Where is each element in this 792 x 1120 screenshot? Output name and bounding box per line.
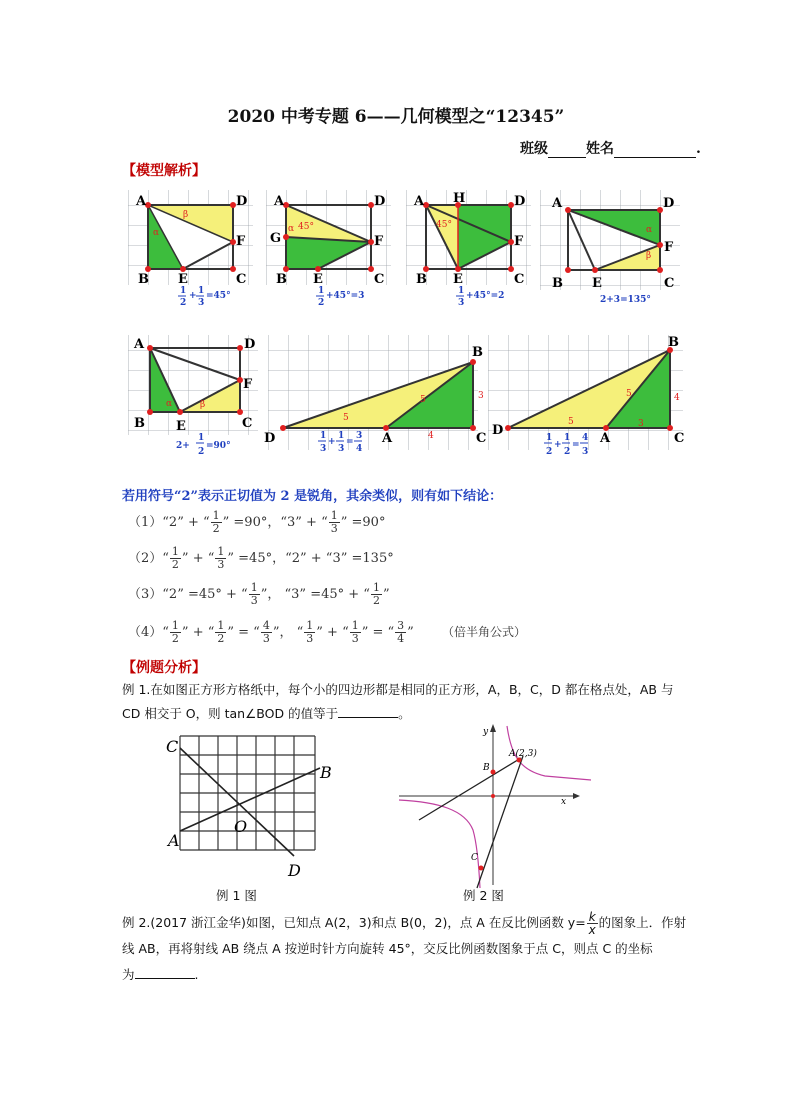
figure-7 [488, 335, 684, 457]
svg-text:B: B [276, 272, 287, 287]
svg-text:D: D [492, 423, 504, 438]
svg-text:F: F [664, 240, 674, 255]
svg-text:1: 1 [546, 433, 553, 443]
svg-text:α: α [166, 399, 173, 409]
svg-text:A: A [168, 831, 180, 850]
svg-text:D: D [264, 431, 276, 446]
svg-text:=45°: =45° [206, 291, 231, 301]
svg-text:3: 3 [478, 391, 484, 401]
svg-text:A: A [136, 194, 147, 209]
svg-text:β: β [646, 251, 652, 261]
svg-text:F: F [374, 234, 384, 249]
svg-text:α: α [288, 224, 295, 234]
svg-text:A: A [382, 431, 393, 446]
svg-text:4: 4 [674, 393, 680, 403]
svg-text:5: 5 [343, 413, 349, 423]
svg-text:+45°=2: +45°=2 [466, 291, 505, 301]
conclusion-line-2: （2）“ $\frac{1}{2}$ ” + “ $\frac{1}{3}$ ” =45°，“2” + “3” =135° [128, 545, 394, 571]
svg-text:E: E [313, 272, 323, 287]
svg-text:D: D [244, 337, 256, 352]
class-name-line: 班级 姓名 . [520, 141, 701, 157]
svg-text:5: 5 [568, 417, 574, 427]
class-blank[interactable] [548, 157, 586, 158]
svg-text:+45°=3: +45°=3 [326, 291, 365, 301]
example2-answer-blank[interactable] [135, 978, 195, 979]
svg-text:3: 3 [458, 298, 465, 308]
svg-text:3: 3 [198, 298, 205, 308]
svg-text:y: y [483, 727, 489, 737]
example1-text: 例 1.在如图正方形方格纸中，每个小的四边形都是相同的正方形，A，B，C，D 都在格点处，AB 与 CD 相交于 O，则 tan∠BOD 的值等于 。 [122, 682, 674, 721]
svg-text:C: C [471, 853, 478, 863]
svg-text:2: 2 [318, 298, 325, 308]
svg-text:C: C [242, 416, 253, 431]
svg-text:1: 1 [318, 286, 325, 296]
svg-text:45°: 45° [436, 220, 452, 230]
name-label: 姓名 [586, 141, 614, 157]
svg-text:4: 4 [356, 444, 363, 454]
svg-text:β: β [200, 400, 206, 410]
svg-text:B: B [416, 272, 427, 287]
svg-text:A: A [552, 196, 563, 211]
svg-text:A: A [274, 194, 285, 209]
model-figures-row2 [128, 330, 688, 465]
section-example-analysis: 【例题分析】 [122, 660, 206, 676]
example2-caption: 例 2 图 [463, 888, 504, 903]
svg-text:E: E [592, 276, 602, 291]
figure-4 [540, 190, 680, 305]
svg-text:D: D [288, 861, 301, 880]
svg-text:A: A [134, 337, 145, 352]
svg-text:5: 5 [626, 389, 632, 399]
svg-text:E: E [178, 272, 188, 287]
svg-text:C: C [374, 272, 385, 287]
svg-text:B: B [472, 345, 483, 360]
svg-text:1: 1 [180, 286, 187, 296]
model-figures-row1 [128, 185, 688, 310]
section-model-analysis: 【模型解析】 [122, 163, 206, 179]
svg-text:A: A [600, 431, 611, 446]
svg-text:B: B [320, 763, 332, 782]
figure-2 [266, 190, 391, 308]
svg-text:x: x [561, 797, 567, 807]
svg-text:B: B [668, 335, 679, 350]
example2-figure [395, 720, 595, 890]
svg-text:=: = [572, 440, 580, 450]
svg-text:2+: 2+ [176, 441, 190, 451]
svg-text:D: D [236, 194, 248, 209]
svg-text:5: 5 [420, 395, 426, 405]
svg-text:+: + [328, 437, 336, 447]
svg-text:F: F [236, 234, 246, 249]
svg-text:D: D [514, 194, 526, 209]
svg-text:D: D [374, 194, 386, 209]
svg-text:1: 1 [198, 286, 205, 296]
svg-text:α: α [646, 225, 653, 235]
figure-5 [128, 335, 258, 457]
svg-text:C: C [166, 737, 179, 756]
svg-text:B: B [138, 272, 149, 287]
svg-text:G: G [270, 231, 282, 246]
svg-text:1: 1 [320, 431, 327, 441]
svg-text:C: C [664, 276, 675, 291]
svg-text:3: 3 [338, 444, 345, 454]
svg-text:=90°: =90° [206, 441, 231, 451]
example1-answer-blank[interactable] [338, 717, 398, 718]
example1-caption: 例 1 图 [216, 888, 257, 903]
svg-text:H: H [453, 191, 466, 206]
svg-text:45°: 45° [298, 222, 314, 232]
svg-text:4: 4 [582, 433, 589, 443]
svg-text:F: F [243, 377, 253, 392]
svg-text:2+3=135°: 2+3=135° [600, 295, 651, 305]
svg-text:2: 2 [564, 447, 571, 457]
svg-text:2: 2 [198, 447, 205, 457]
svg-text:2: 2 [180, 298, 187, 308]
svg-text:+: + [554, 440, 562, 450]
example1-figure [160, 728, 350, 888]
svg-text:C: C [674, 431, 685, 446]
conclusion-line-3: （3）“2” =45° + “ $\frac{1}{3}$ ”， “3” =45° + “ $\frac{1}{2}$ ” [128, 581, 390, 607]
svg-text:A(2,3): A(2,3) [509, 749, 537, 759]
svg-text:F: F [514, 234, 524, 249]
svg-text:D: D [663, 196, 675, 211]
svg-text:β: β [183, 210, 189, 220]
name-blank[interactable] [614, 157, 696, 158]
svg-text:C: C [476, 431, 487, 446]
svg-text:3: 3 [320, 444, 327, 454]
svg-text:+: + [189, 291, 197, 301]
svg-text:A: A [414, 194, 425, 209]
svg-text:B: B [134, 416, 145, 431]
svg-text:3: 3 [582, 447, 589, 457]
svg-text:α: α [153, 228, 160, 238]
conclusion-line-1: （1）“2” + “ $\frac{1}{2}$ ” =90°，“3” + “ $\frac{1}{3}$ ” =90° [128, 509, 386, 535]
svg-text:B: B [483, 763, 490, 773]
conclusion-intro: 若用符号“2”表示正切值为 2 是锐角，其余类似，则有如下结论： [122, 489, 503, 504]
svg-text:1: 1 [458, 286, 465, 296]
svg-text:1: 1 [198, 433, 205, 443]
svg-text:1: 1 [338, 431, 345, 441]
svg-text:C: C [514, 272, 525, 287]
figure-6 [264, 335, 486, 454]
svg-text:B: B [552, 276, 563, 291]
svg-text:4: 4 [428, 431, 434, 441]
svg-text:C: C [236, 272, 247, 287]
svg-text:O: O [234, 817, 248, 836]
svg-text:E: E [453, 272, 463, 287]
example2-text: 例 2.(2017 浙江金华)如图，已知点 A(2，3)和点 B(0，2)，点 A 在反比例函数 y= $\frac{k}{x}$ 的图象上．作射 线 AB，再将射线 AB 绕点 A 按逆时针方向旋转 45°，交反比例函数图象于点 C，则点 C 的坐标 为 . [122, 910, 687, 982]
conclusion-line-4: （4）“ $\frac{1}{2}$ ” + “ $\frac{1}{2}$ ” = “ $\frac{4}{3}$ ”， “ $\frac{1}{3}$ ” + “ $\frac{1}{3}$ ” = “ $\frac{3}{4}$ ” （倍半角公式） [128, 619, 526, 645]
svg-text:3: 3 [356, 431, 363, 441]
class-label: 班级 [520, 141, 548, 157]
svg-text:=: = [346, 437, 354, 447]
figure-3 [406, 190, 531, 308]
svg-text:2: 2 [546, 447, 553, 457]
svg-text:1: 1 [564, 433, 571, 443]
svg-text:3: 3 [638, 419, 644, 429]
half-angle-note: （倍半角公式） [441, 625, 526, 639]
figure-1 [128, 190, 253, 308]
svg-text:E: E [176, 419, 186, 434]
page-title: 2020 中考专题 6——几何模型之“12345” [227, 107, 565, 127]
